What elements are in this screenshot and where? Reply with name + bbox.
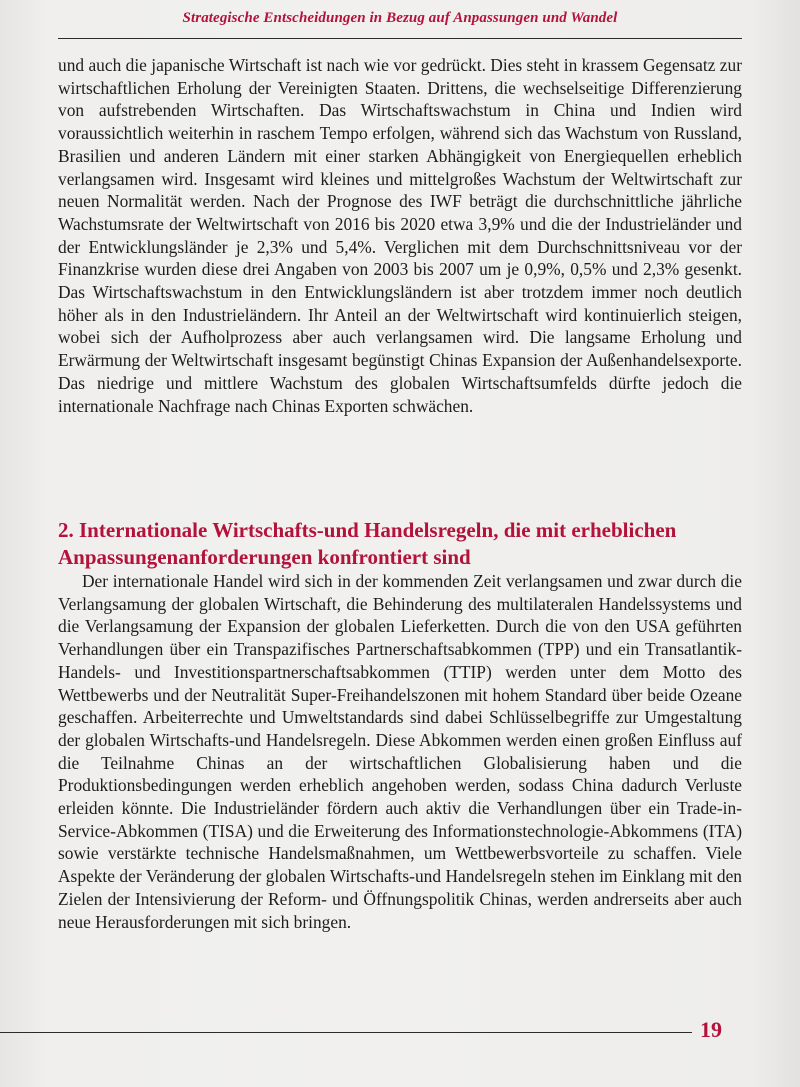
page-number: 19 (700, 1017, 722, 1042)
footer-rule (0, 1032, 692, 1033)
section-heading: 2. Internationale Wirtschafts-und Handelsregeln, die mit erheblichen Anpassungenanforderungen konfrontiert sind (58, 518, 677, 569)
paragraph-text: und auch die japanische Wirtschaft ist nach wie vor gedrückt. Dies steht in krassem Gegensatz zur wirtschaftlichen Erholung der Vereinigten Staaten. Drittens, die wechselseitige Differenzierung von aufstrebenden Wirtschaften. Das Wirtschaftswachstum in China und Indien wird voraussichtlich weiterhin in raschem Tempo erfolgen, während sich das Wachstum von Russland, Brasilien und anderen Ländern mit einer starken Abhängigkeit von Energiequellen erheblich verlangsamen wird. Insgesamt wird kleines und mittelgroßes Wachstum der Weltwirtschaft zur neuen Normalität werden. Nach der Prognose des IWF beträgt die durchschnittliche jährliche Wachstumsrate der Weltwirtschaft von 2016 bis 2020 etwa 3,9% und die der Industrieländer und der Entwicklungsländer je 2,3% und 5,4%. Verglichen mit dem Durchschnittsniveau vor der Finanzkrise wurden diese drei Angaben von 2003 bis 2007 um je 0,9%, 0,5% und 2,3% gesenkt. Das Wirtschaftswachstum in den Entwicklungsländern ist aber trotzdem immer noch deutlich höher als in den Industrieländern. Ihr Anteil an der Weltwirtschaft wird kontinuierlich steigen, wobei sich der Aufholprozess aber auch verlangsamen wird. Die langsame Erholung und Erwärmung der Weltwirtschaft insgesamt begünstigt Chinas Expansion der Außenhandelsexporte. Das niedrige und mittlere Wachstum des globalen Wirtschaftsumfelds dürfte jedoch die internationale Nachfrage nach Chinas Exporten schwächen. (58, 55, 742, 416)
body-paragraph-continued (58, 54, 742, 417)
running-header: Strategische Entscheidungen in Bezug auf Anpassungen und Wandel (182, 10, 618, 26)
paragraph-text: Der internationale Handel wird sich in der kommenden Zeit verlangsamen und zwar durch die Verlangsamung der globalen Wirtschaft, die Behinderung des multilateralen Handelssystems und die Verlangsamung der Expansion der globalen Lieferketten. Durch die von den USA geführten Verhandlungen über ein Transpazifisches Partnerschaftsabkommen (TPP) und ein Transatlantik-Handels- und Investitionspartnerschaftsabkommen (TTIP) werden unter dem Motto des Wettbewerbs und der Neutralität Super-Freihandelszonen mit hohem Standard über beide Ozeane geschaffen. Arbeiterrechte und Umweltstandards sind dabei Schlüsselbegriffe zur Umgestaltung der globalen Wirtschafts-und Handelsregeln. Diese Abkommen werden einen großen Einfluss auf die Teilnahme Chinas an der wirtschaftlichen Globalisierung haben und die Produktionsbedingungen werden erheblich angehoben werden, sodass China dadurch Verluste erleiden könnte. Die Industrieländer fördern auch aktiv die Verhandlungen über ein Trade-in-Service-Abkommen (TISA) und die Erweiterung des Informationstechnologie-Abkommens (ITA) sowie verstärkte technische Handelsmaßnahmen, um Wettbewerbsvorteile zu schaffen. Viele Aspekte der Veränderung der globalen Wirtschafts-und Handelsregeln stehen im Einklang mit den Zielen der Intensivierung der Reform- und Öffnungspolitik Chinas, werden andrerseits aber auch neue Herausforderungen mit sich bringen. (58, 571, 742, 932)
header-rule (58, 38, 742, 39)
section-body-paragraph (58, 570, 742, 933)
